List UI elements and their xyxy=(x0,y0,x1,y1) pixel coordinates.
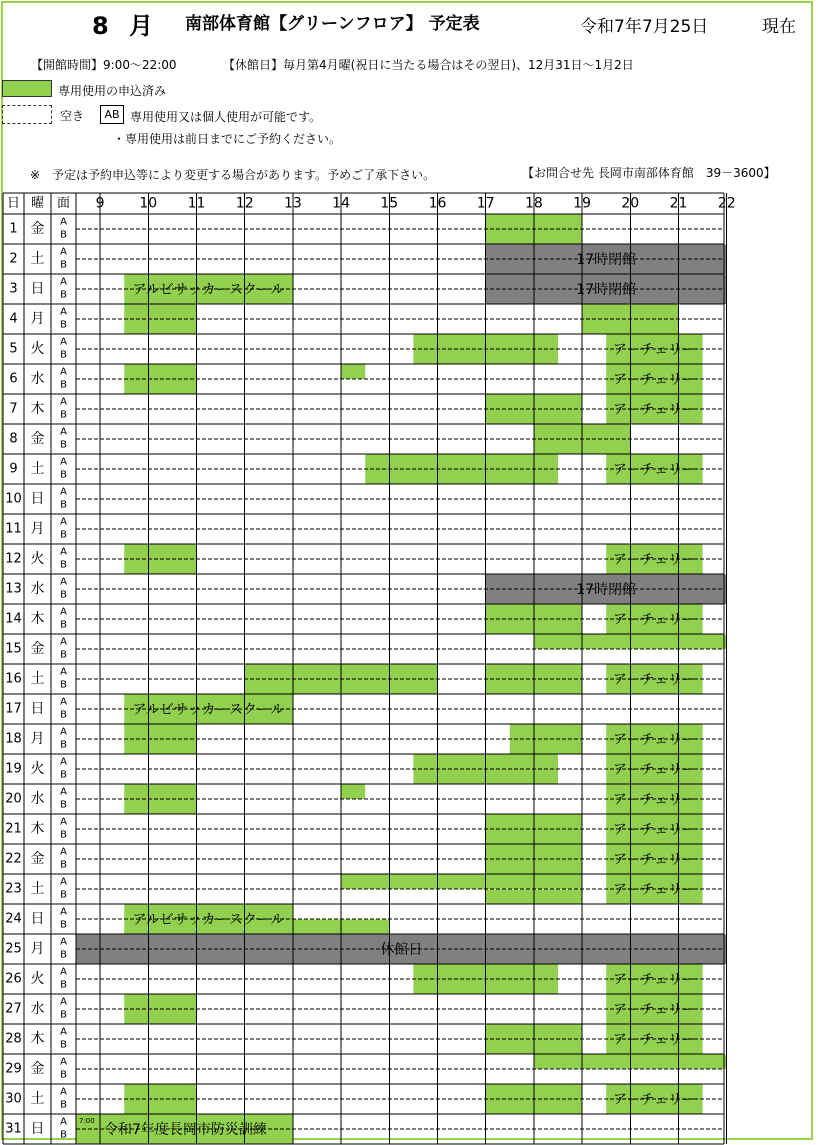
weekday-label: 金 xyxy=(30,431,45,447)
court-b-label: B xyxy=(60,649,67,661)
weekday-label: 月 xyxy=(30,731,45,747)
court-b-label: B xyxy=(60,769,67,781)
weekday-label: 火 xyxy=(30,761,45,777)
weekday-label: 土 xyxy=(30,1091,45,1107)
day-number: 21 xyxy=(5,821,22,837)
court-b-label: B xyxy=(60,619,67,631)
booking-label: アーチェリー xyxy=(612,972,696,988)
court-b-label: B xyxy=(60,499,67,511)
court-a-label: A xyxy=(60,816,67,828)
booking-label: アーチェリー xyxy=(612,732,696,748)
weekday-label: 木 xyxy=(30,611,45,627)
booking-label: アーチェリー xyxy=(612,402,696,418)
booking-label: アーチェリー xyxy=(612,1092,696,1108)
booking-label: アルビサッカースクール xyxy=(132,702,285,718)
court-a-label: A xyxy=(60,246,67,258)
court-b-label: B xyxy=(60,1039,67,1051)
closed-label: 休館日 xyxy=(380,942,423,958)
booking-label: アルビサッカースクール xyxy=(132,912,285,928)
day-number: 20 xyxy=(5,791,22,807)
booking-label: 令和7年度長岡市防災訓練 xyxy=(104,1122,267,1138)
day-number: 17 xyxy=(5,701,22,717)
court-a-label: A xyxy=(60,1056,67,1068)
hour-label: 18 xyxy=(524,195,543,212)
hour-label: 21 xyxy=(669,195,688,212)
booking-label: アーチェリー xyxy=(612,462,696,478)
court-a-label: A xyxy=(60,756,67,768)
header-weekday: 曜 xyxy=(30,196,45,211)
day-number: 15 xyxy=(5,641,22,657)
court-b-label: B xyxy=(60,949,67,961)
hour-label: 11 xyxy=(187,195,206,212)
month-title: 8 月 xyxy=(92,12,160,40)
weekday-label: 月 xyxy=(30,521,45,537)
hour-label: 16 xyxy=(428,195,447,212)
day-number: 14 xyxy=(5,611,22,627)
weekday-label: 土 xyxy=(30,671,45,687)
notice-text: ※ 予定は予約申込等により変更する場合があります。予めご了承下さい。 xyxy=(30,168,436,182)
legend-ab-badge: AB xyxy=(100,105,124,124)
court-b-label: B xyxy=(60,859,67,871)
hour-label: 14 xyxy=(332,195,351,212)
weekday-label: 木 xyxy=(30,1031,45,1047)
court-b-label: B xyxy=(60,319,67,331)
legend-free-label: 空き xyxy=(60,109,85,123)
weekday-label: 日 xyxy=(30,281,45,297)
court-b-label: B xyxy=(60,559,67,571)
closed-label: 17時閉館 xyxy=(576,282,637,298)
court-a-label: A xyxy=(60,1086,67,1098)
closed-label: 17時閉館 xyxy=(576,252,637,268)
court-b-label: B xyxy=(60,529,67,541)
booking-label: アーチェリー xyxy=(612,672,696,688)
weekday-label: 日 xyxy=(30,491,45,507)
court-a-label: A xyxy=(60,846,67,858)
day-number: 11 xyxy=(5,521,22,537)
court-a-label: A xyxy=(60,396,67,408)
day-number: 23 xyxy=(5,881,22,897)
day-number: 22 xyxy=(5,851,22,867)
court-b-label: B xyxy=(60,439,67,451)
day-number: 18 xyxy=(5,731,22,747)
booking-label: アーチェリー xyxy=(612,792,696,808)
day-number: 2 xyxy=(9,251,18,267)
court-a-label: A xyxy=(60,636,67,648)
day-number: 12 xyxy=(5,551,22,567)
hour-label: 22 xyxy=(717,195,736,212)
court-a-label: A xyxy=(60,696,67,708)
day-number: 24 xyxy=(5,911,22,927)
court-a-label: A xyxy=(60,1026,67,1038)
court-b-label: B xyxy=(60,289,67,301)
court-b-label: B xyxy=(60,889,67,901)
booking-label: アーチェリー xyxy=(612,552,696,568)
court-a-label: A xyxy=(60,486,67,498)
weekday-label: 日 xyxy=(30,911,45,927)
court-b-label: B xyxy=(60,1099,67,1111)
hour-label: 20 xyxy=(621,195,640,212)
court-a-label: A xyxy=(60,876,67,888)
court-a-label: A xyxy=(60,726,67,738)
weekday-label: 金 xyxy=(30,641,45,657)
court-b-label: B xyxy=(60,829,67,841)
court-b-label: B xyxy=(60,469,67,481)
hour-label: 9 xyxy=(95,195,105,212)
as-of-suffix: 現在 xyxy=(762,17,796,37)
booking-start-time: 7:00 xyxy=(79,1117,95,1125)
weekday-label: 月 xyxy=(30,311,45,327)
booking-label: アーチェリー xyxy=(612,852,696,868)
court-a-label: A xyxy=(60,786,67,798)
day-number: 30 xyxy=(5,1091,22,1107)
court-b-label: B xyxy=(60,259,67,271)
court-b-label: B xyxy=(60,799,67,811)
weekday-label: 水 xyxy=(30,791,45,807)
day-number: 16 xyxy=(5,671,22,687)
day-number: 3 xyxy=(9,281,18,297)
header-face: 面 xyxy=(56,196,71,211)
weekday-label: 火 xyxy=(30,341,45,357)
court-b-label: B xyxy=(60,229,67,241)
weekday-label: 土 xyxy=(30,251,45,267)
court-a-label: A xyxy=(60,996,67,1008)
court-a-label: A xyxy=(60,576,67,588)
closed-label: 17時閉館 xyxy=(576,582,637,598)
weekday-label: 日 xyxy=(30,1121,45,1137)
day-number: 4 xyxy=(9,311,18,327)
schedule-title: 南部体育館【グリーンフロア】 予定表 xyxy=(185,14,480,34)
booking-label: アーチェリー xyxy=(612,342,696,358)
weekday-label: 水 xyxy=(30,371,45,387)
booking-label: アーチェリー xyxy=(612,822,696,838)
weekday-label: 木 xyxy=(30,401,45,417)
hour-label: 10 xyxy=(139,195,158,212)
court-a-label: A xyxy=(60,366,67,378)
day-number: 1 xyxy=(9,221,18,237)
day-number: 28 xyxy=(5,1031,22,1047)
court-b-label: B xyxy=(60,709,67,721)
court-b-label: B xyxy=(60,979,67,991)
court-a-label: A xyxy=(60,456,67,468)
day-number: 26 xyxy=(5,971,22,987)
legend-note: ・専用使用は前日までにご予約ください。 xyxy=(113,132,342,146)
court-a-label: A xyxy=(60,966,67,978)
weekday-label: 水 xyxy=(30,1001,45,1017)
court-a-label: A xyxy=(60,306,67,318)
court-b-label: B xyxy=(60,349,67,361)
contact-info: 【お問合せ先 長岡市南部体育館 39－3600】 xyxy=(522,166,776,180)
day-number: 19 xyxy=(5,761,22,777)
legend-booked-label: 専用使用の申込済み xyxy=(58,84,167,98)
court-a-label: A xyxy=(60,426,67,438)
hour-label: 13 xyxy=(283,195,302,212)
booking-label: アーチェリー xyxy=(612,882,696,898)
court-b-label: B xyxy=(60,379,67,391)
court-a-label: A xyxy=(60,336,67,348)
court-a-label: A xyxy=(60,606,67,618)
booking-label: アーチェリー xyxy=(612,612,696,628)
day-number: 5 xyxy=(9,341,18,357)
booking-block xyxy=(341,365,365,380)
booking-label: アーチェリー xyxy=(612,1002,696,1018)
weekday-label: 金 xyxy=(30,221,45,237)
day-number: 10 xyxy=(5,491,22,507)
day-number: 27 xyxy=(5,1001,22,1017)
booking-label: アルビサッカースクール xyxy=(132,282,285,298)
header-day: 日 xyxy=(6,196,21,211)
booking-label: アーチェリー xyxy=(612,1032,696,1048)
legend-ab-text: 専用使用又は個人使用が可能です。 xyxy=(130,110,322,124)
court-a-label: A xyxy=(60,516,67,528)
court-a-label: A xyxy=(60,546,67,558)
day-number: 6 xyxy=(9,371,18,387)
weekday-label: 金 xyxy=(30,851,45,867)
weekday-label: 土 xyxy=(30,461,45,477)
court-a-label: A xyxy=(60,666,67,678)
day-number: 31 xyxy=(5,1121,22,1137)
day-number: 9 xyxy=(9,461,18,477)
weekday-label: 火 xyxy=(30,971,45,987)
booking-label: アーチェリー xyxy=(612,762,696,778)
weekday-label: 木 xyxy=(30,821,45,837)
opening-hours: 【開館時間】9:00～22:00 xyxy=(31,58,177,72)
weekday-label: 日 xyxy=(30,701,45,717)
court-a-label: A xyxy=(60,1116,67,1128)
day-number: 7 xyxy=(9,401,18,417)
weekday-label: 土 xyxy=(30,881,45,897)
hour-label: 17 xyxy=(476,195,495,212)
weekday-label: 金 xyxy=(30,1061,45,1077)
day-number: 8 xyxy=(9,431,18,447)
court-b-label: B xyxy=(60,409,67,421)
weekday-label: 水 xyxy=(30,581,45,597)
day-number: 25 xyxy=(5,941,22,957)
court-a-label: A xyxy=(60,906,67,918)
booking-label: アーチェリー xyxy=(612,372,696,388)
court-b-label: B xyxy=(60,679,67,691)
booking-block xyxy=(341,785,365,800)
court-b-label: B xyxy=(60,919,67,931)
court-a-label: A xyxy=(60,936,67,948)
court-a-label: A xyxy=(60,216,67,228)
court-b-label: B xyxy=(60,1129,67,1141)
hour-label: 12 xyxy=(235,195,254,212)
as-of-date: 令和7年7月25日 xyxy=(580,17,709,37)
day-number: 13 xyxy=(5,581,22,597)
weekday-label: 月 xyxy=(30,941,45,957)
hour-label: 15 xyxy=(380,195,399,212)
closed-days: 【休館日】毎月第4月曜(祝日に当たる場合はその翌日)、12月31日～1月2日 xyxy=(223,58,634,72)
booking-block xyxy=(341,875,582,890)
court-b-label: B xyxy=(60,1069,67,1081)
day-number: 29 xyxy=(5,1061,22,1077)
hour-label: 19 xyxy=(573,195,592,212)
court-b-label: B xyxy=(60,1009,67,1021)
court-a-label: A xyxy=(60,276,67,288)
weekday-label: 火 xyxy=(30,551,45,567)
court-b-label: B xyxy=(60,589,67,601)
court-b-label: B xyxy=(60,739,67,751)
